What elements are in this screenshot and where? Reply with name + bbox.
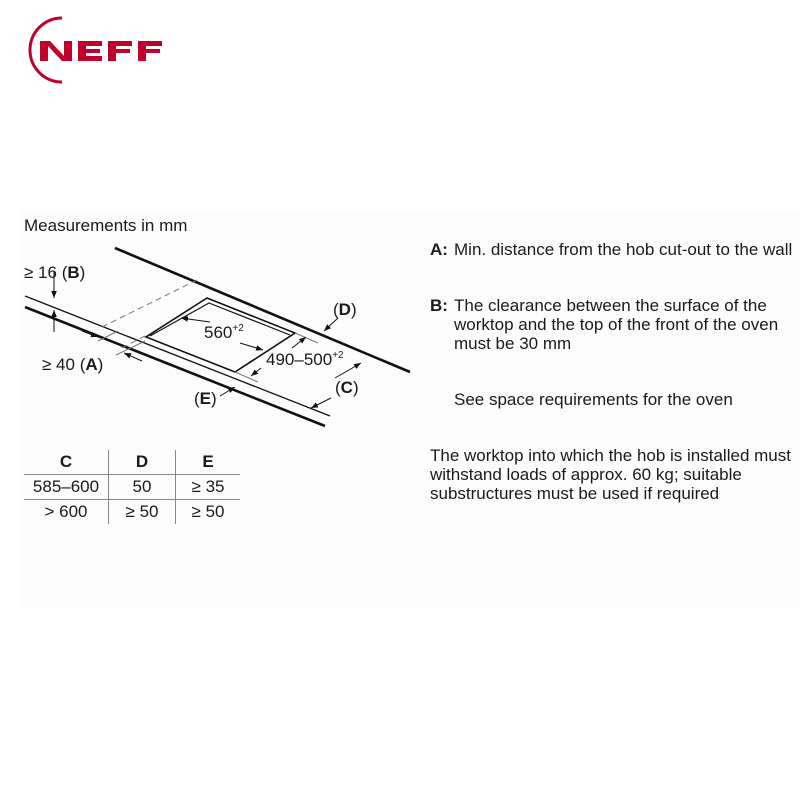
table-header: E — [176, 450, 241, 475]
label-width — [204, 323, 244, 343]
table-cell: 50 — [109, 475, 176, 500]
label-a-value: ≥ 40 — [42, 355, 75, 374]
table-row — [24, 475, 240, 500]
label-d-key: D — [338, 300, 351, 319]
legend-item-b — [430, 296, 779, 353]
legend-key: A: — [430, 240, 448, 259]
label-c: (C) — [335, 378, 359, 397]
legend-text: The clearance between the surface of the worktop and the top of the front of the oven must be 30 mm — [454, 296, 779, 353]
label-a: ≥ 40 (A) — [42, 355, 104, 374]
label-b-value: ≥ 16 — [24, 263, 57, 282]
legend-text: Min. distance from the hob cut-out to the wall — [454, 240, 793, 259]
label-b: ≥ 16 (B) — [24, 263, 86, 282]
see-oven-note: See space requirements for the oven — [454, 390, 733, 409]
legend-key: B: — [430, 296, 448, 315]
table-cell: > 600 — [44, 502, 88, 521]
label-depth-tolerance: +2 — [332, 350, 344, 361]
table-header: C — [24, 450, 109, 475]
label-e: (E) — [194, 389, 217, 408]
label-c-key: C — [340, 378, 353, 397]
dashed-guide — [102, 280, 197, 327]
label-e-key: E — [199, 389, 212, 408]
table-header: D — [109, 450, 176, 475]
measurements-title: Measurements in mm — [24, 216, 188, 235]
label-a-key: A — [85, 355, 98, 374]
clearance-table — [24, 450, 240, 524]
legend-item-a — [430, 240, 793, 259]
label-width-value: 560 — [204, 323, 233, 342]
table-cell: 585–600 — [24, 475, 109, 500]
label-d: (D) — [333, 300, 357, 319]
table-cell: ≥ 35 — [176, 475, 241, 500]
label-depth — [266, 350, 344, 370]
table-cell: ≥ 50 — [109, 500, 176, 525]
label-depth-value: 490–500 — [266, 350, 333, 369]
table-row — [24, 500, 240, 525]
worktop-load-note: The worktop into which the hob is installed must withstand loads of approx. 60 kg; suitable substructures must be used if required — [430, 446, 791, 503]
label-b-key: B — [67, 263, 80, 282]
table-cell: ≥ 50 — [176, 500, 241, 525]
label-width-tolerance: +2 — [232, 323, 244, 334]
table-header-row — [24, 450, 240, 475]
